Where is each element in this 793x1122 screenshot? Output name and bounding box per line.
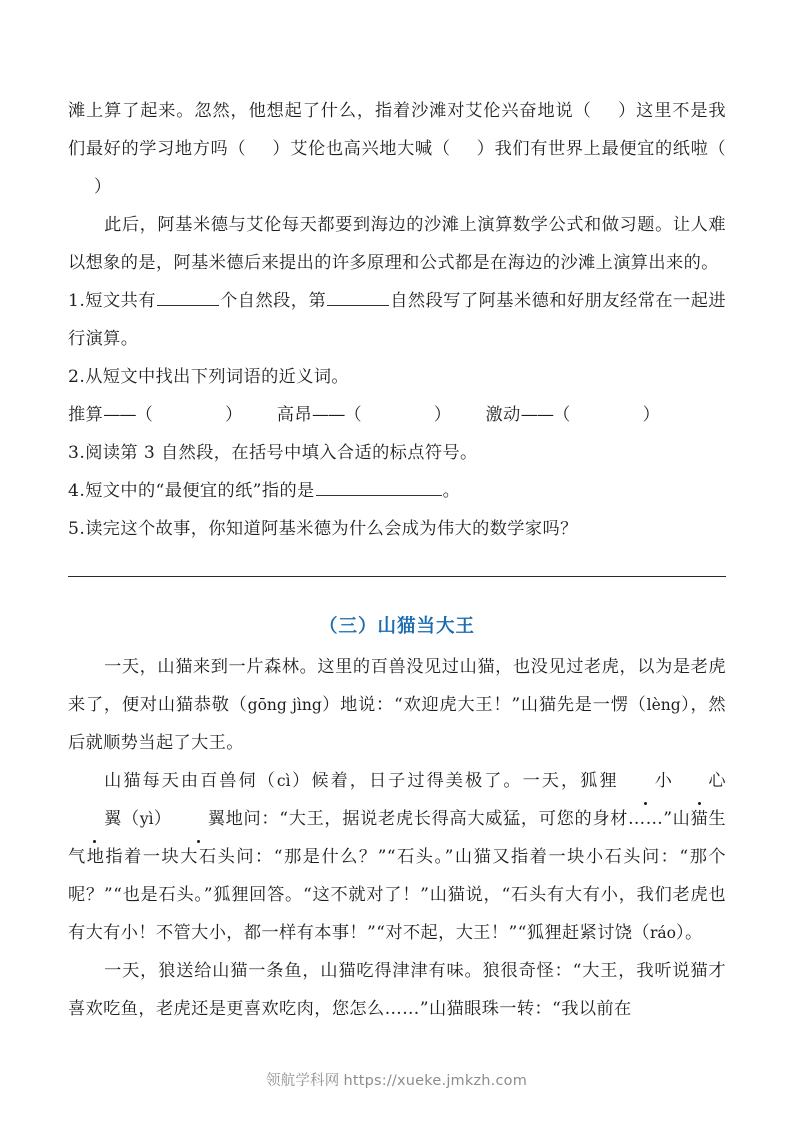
- p1-part-2: ）地说：“欢迎虎大王！”山猫先是一愣（: [321, 695, 647, 715]
- question-3-number: 3.: [68, 443, 86, 463]
- question-1: [68, 282, 726, 358]
- synonym-paren-close-1: ）: [225, 405, 243, 425]
- p2-part-1: 山猫每天由百兽伺（: [104, 771, 277, 791]
- watermark-url: https://xueke.jmkzh.com: [343, 1073, 528, 1089]
- synonym-word-2: 高昂: [276, 405, 312, 425]
- p1-pinyin-leng: lèng: [646, 696, 681, 714]
- question-1-segment-3: 自然段写了阿基米德和好朋友经常在一起进行演算。: [68, 291, 726, 349]
- p2-pinyin-ci: cì: [276, 772, 291, 790]
- synonym-word-3: 激动: [485, 405, 521, 425]
- continued-text-after-blank4: ）: [94, 177, 112, 197]
- p1-part-3: ），然后就顺势当起了大王。: [68, 695, 726, 753]
- synonym-paren-open-2: （: [344, 405, 362, 425]
- question-1-segment-2: 个自然段，第: [220, 291, 327, 311]
- document-body: [68, 92, 726, 548]
- question-1-blank-1[interactable]: [157, 287, 219, 306]
- p2-part-2-prefix: ）候着，日子过得美极了。一天，狐狸: [290, 771, 619, 791]
- passage-two-paragraph-1: [68, 648, 726, 762]
- continued-text-before-blank1: 滩上算了起来。忽然，他想起了什么，指着沙滩对艾伦兴奋地说（: [68, 101, 592, 121]
- synonym-dash-2: ——: [311, 405, 345, 425]
- passage-two-title: （三）山猫当大王: [318, 616, 475, 637]
- question-5-number: 5.: [68, 519, 86, 539]
- question-2-text: 从短文中找出下列词语的近义词。: [85, 367, 350, 387]
- p2-pinyin-rao: ráo: [649, 924, 676, 942]
- question-1-blank-2[interactable]: [327, 287, 389, 306]
- passage-two-paragraph-2: [68, 762, 726, 952]
- synonym-paren-open-1: （: [135, 405, 154, 425]
- section-divider: [68, 576, 726, 577]
- question-5-text: 读完这个故事，你知道阿基米德为什么会成为伟大的数学家吗？: [85, 519, 578, 539]
- question-4: [68, 472, 726, 510]
- footer-watermark: [0, 1069, 793, 1090]
- emphasis-char-xin: 心: [672, 762, 726, 800]
- p2-paren-close: ）: [153, 809, 172, 829]
- synonym-word-1: 推算: [68, 405, 104, 425]
- p1-part-1: 一天，山猫来到一片森林。这里的百兽没见过山猫，也没见过老虎，以为是老虎来了，便对山猫恭敬（: [68, 657, 726, 715]
- synonym-paren-close-2: ）: [433, 405, 452, 425]
- question-3: [68, 434, 726, 472]
- synonym-paren-open-3: （: [553, 405, 571, 425]
- emphasis-char-yi-1: 翼: [68, 800, 122, 838]
- question-3-text: 阅读第 3 自然段，在括号中填入合适的标点符号。: [85, 443, 478, 463]
- title-spacer: [68, 638, 726, 648]
- question-4-segment-2: 。: [442, 481, 461, 501]
- question-2-number: 2.: [68, 367, 86, 387]
- p2-part-5: ）。: [675, 923, 703, 943]
- emphasis-char-xiao: 小: [619, 762, 673, 800]
- question-2-synonym-row: [68, 396, 726, 434]
- question-2: [68, 358, 726, 396]
- passage-one-final-paragraph: 此后，阿基米德与艾伦每天都要到海边的沙滩上演算数学公式和做习题。让人难以想象的是，阿基米德后来提出的许多原理和公式都是在海边的沙滩上演算出来的。: [68, 215, 726, 273]
- synonym-dash-1: ——: [103, 405, 136, 425]
- p2-paren-open: （: [121, 809, 140, 829]
- continued-text-after-blank3: ）我们有世界上最便宜的纸啦（: [476, 139, 726, 159]
- question-5: [68, 510, 726, 548]
- question-1-segment-1: 短文共有: [85, 291, 156, 311]
- passage-one-continued-paragraph: [68, 92, 726, 206]
- watermark-site-name: 领航学科网: [265, 1073, 340, 1089]
- p2-pinyin-yi: yì: [139, 810, 154, 828]
- emphasis-char-yi-2: 翼: [172, 800, 226, 838]
- synonym-dash-3: ——: [520, 405, 554, 425]
- continued-text-after-blank2: ）艾伦也高兴地大喊（: [272, 139, 451, 159]
- question-4-blank[interactable]: [316, 477, 442, 496]
- p1-pinyin-gongjing: gōng jìng: [247, 696, 322, 714]
- continued-text-after-blank1: ）这里不是我们最好的学习地方吗（: [68, 101, 726, 159]
- question-1-number: 1.: [68, 291, 86, 311]
- passage-two-body: [68, 612, 726, 1028]
- synonym-paren-close-3: ）: [642, 405, 661, 425]
- p2-part-4: 地问：“大王，据说老虎长得高大威猛，可您的身材……”山猫生气地指着一块大石头问：“那是什么？”“石头。”山猫又指着一块小石头问：“那个呢？”“也是石头。”狐狸回答。“这不就对了！”山猫说，“石头有大有小，我们老虎也有大有小！不管大小，都一样有本事！”“对不起，大王！”“狐狸赶紧讨饶（: [68, 809, 726, 943]
- question-4-number: 4.: [68, 481, 86, 501]
- passage-two-paragraph-3: 一天，狼送给山猫一条鱼，山猫吃得津津有味。狼很奇怪：“大王，我听说猫才喜欢吃鱼，老虎还是更喜欢吃肉，您怎么……”山猫眼珠一转：“我以前在: [68, 961, 726, 1019]
- question-4-segment-1: 短文中的“最便宜的纸”指的是: [85, 481, 315, 501]
